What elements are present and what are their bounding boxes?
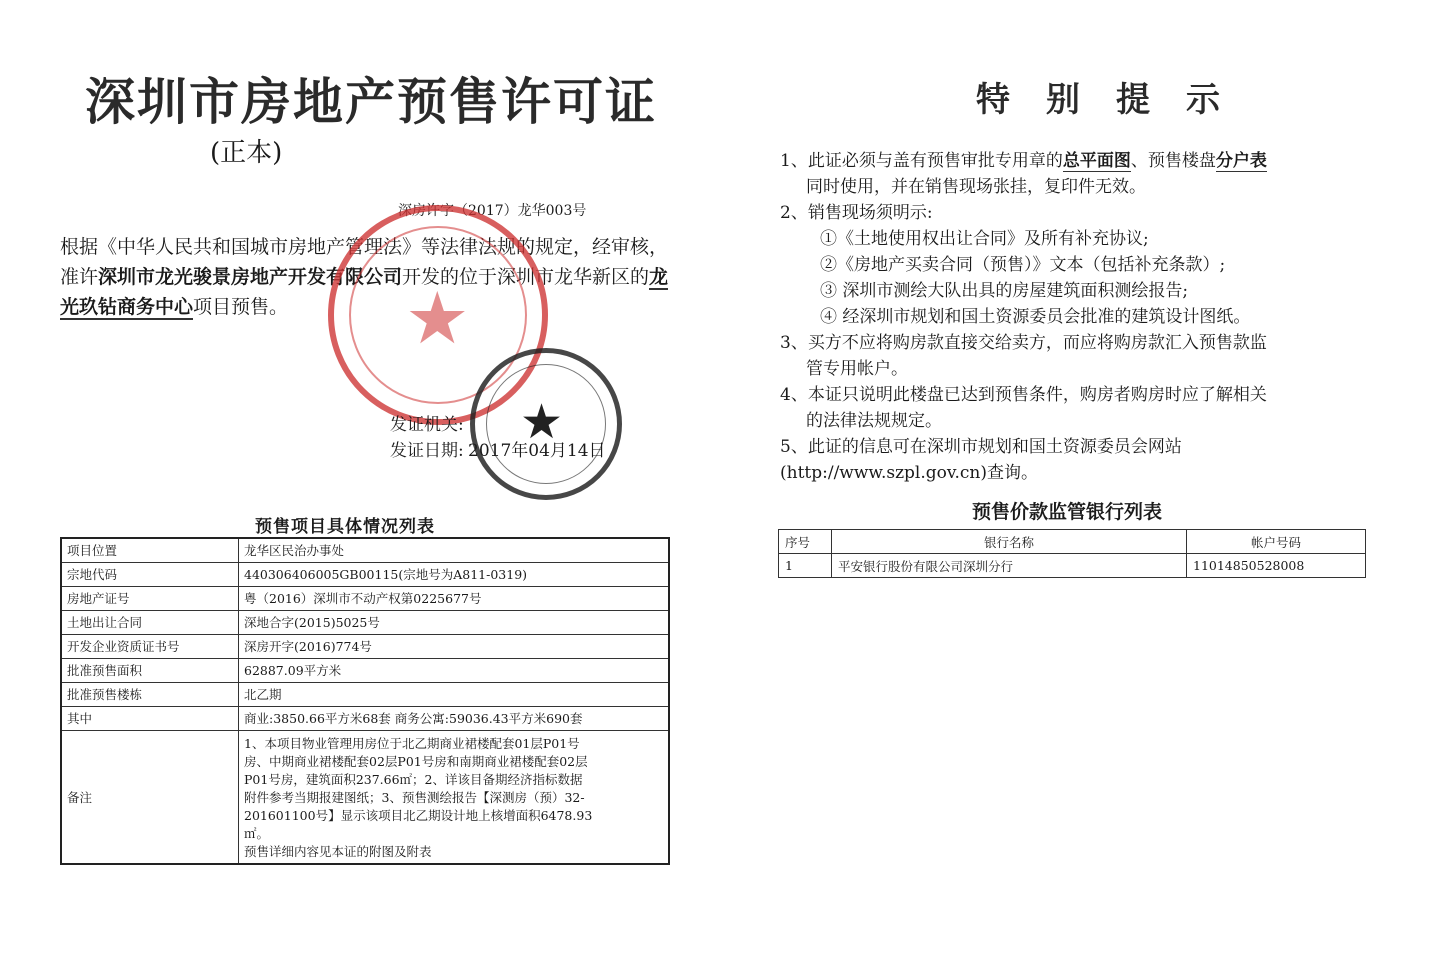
row-label: 土地出让合同 xyxy=(61,610,239,634)
notice-line: 同时使用，并在销售现场张挂，复印件无效。 xyxy=(806,177,1146,197)
remark-line: 201601100号】显示该项目北乙期设计地上核增面积6478.93 xyxy=(244,807,593,823)
notice-text: 、预售楼盘 xyxy=(1130,151,1216,171)
special-notice-title: 特别提示 xyxy=(976,80,1256,120)
notice-line: 4、本证只说明此楼盘已达到预售条件，购房者购房时应了解相关 xyxy=(780,385,1267,405)
special-notice-list xyxy=(780,148,1380,486)
project-details-table xyxy=(60,537,670,865)
notice-line: ④ 经深圳市规划和国土资源委员会批准的建筑设计图纸。 xyxy=(820,307,1251,327)
body-text-part1: 根据《中华人民共和国城市房地产管理法》等法律法规的规定，经审核，准许 xyxy=(60,236,669,288)
table-row xyxy=(61,610,669,634)
bank-cell: 平安银行股份有限公司深圳分行 xyxy=(832,554,1187,578)
row-label: 房地产证号 xyxy=(61,586,239,610)
notice-line: 管专用帐户。 xyxy=(806,359,908,379)
developer-name: 深圳市龙光骏景房地产开发有限公司 xyxy=(98,266,403,288)
remark-line: 房、中期商业裙楼配套02层P01号房和南期商业裙楼配套02层 xyxy=(244,753,588,769)
notice-line: 2、销售现场须明示: xyxy=(780,203,933,223)
row-value: 深地合字(2015)5025号 xyxy=(239,610,670,634)
notice-line: ②《房地产买卖合同（预售）》文本（包括补充条款）; xyxy=(820,255,1226,275)
notice-line: 的法律法规规定。 xyxy=(806,411,942,431)
notice-line xyxy=(780,148,1380,174)
notice-emphasis: 分户表 xyxy=(1215,151,1267,171)
bank-table-title: 预售价款监管银行列表 xyxy=(972,501,1163,523)
remark-row xyxy=(61,730,669,864)
certificate-title: 深圳市房地产预售许可证 xyxy=(85,72,657,131)
bank-table xyxy=(778,529,1366,578)
row-value: 粤（2016）深圳市不动产权第0225677号 xyxy=(239,586,670,610)
remark-text xyxy=(239,730,670,864)
table-row xyxy=(61,538,669,562)
notice-line: (http://www.szpl.gov.cn)查询。 xyxy=(780,463,1038,483)
body-text-part3: 项目预售。 xyxy=(193,296,289,318)
row-label: 批准预售楼栋 xyxy=(61,682,239,706)
notice-line: 3、买方不应将购房款直接交给卖方，而应将购房款汇入预售款监 xyxy=(780,333,1267,353)
row-label: 批准预售面积 xyxy=(61,658,239,682)
bank-header-cell: 帐户号码 xyxy=(1187,530,1366,554)
row-label: 开发企业资质证书号 xyxy=(61,634,239,658)
bank-cell: 11014850528008 xyxy=(1187,554,1366,578)
remark-label: 备注 xyxy=(61,730,239,864)
table-row xyxy=(61,634,669,658)
bank-header-cell: 序号 xyxy=(779,530,832,554)
row-label: 其中 xyxy=(61,706,239,730)
red-seal-star-icon: ★ xyxy=(405,276,470,360)
row-label: 项目位置 xyxy=(61,538,239,562)
table-row xyxy=(61,658,669,682)
remark-line: 附件参考当期报建图纸；3、预售测绘报告【深测房（预）32- xyxy=(244,789,585,805)
remark-line: 1、本项目物业管理用房位于北乙期商业裙楼配套01层P01号 xyxy=(244,735,580,751)
table-row xyxy=(61,586,669,610)
bank-row xyxy=(779,554,1366,578)
row-value: 440306406005GB00115(宗地号为A811-0319) xyxy=(239,562,670,586)
row-value: 深房开字(2016)774号 xyxy=(239,634,670,658)
black-seal-star-icon: ★ xyxy=(520,394,564,450)
table-row xyxy=(61,706,669,730)
remark-line: ㎡。 xyxy=(244,825,270,841)
permit-number: 深房许字（2017）龙华003号 xyxy=(398,203,587,219)
issue-date-value: 2017年04月14日 xyxy=(468,441,606,461)
bank-header-row xyxy=(779,530,1366,554)
project-table-title: 预售项目具体情况列表 xyxy=(255,517,435,537)
notice-line: 5、此证的信息可在深圳市规划和国土资源委员会网站 xyxy=(780,437,1182,457)
certificate-subtitle: (正本) xyxy=(210,138,283,168)
remark-line: P01号房，建筑面积237.66㎡；2、详该目备期经济指标数据 xyxy=(244,771,583,787)
row-value: 龙华区民治办事处 xyxy=(239,538,670,562)
remark-line: 预售详细内容见本证的附图及附表 xyxy=(244,843,432,859)
issue-date-label: 发证日期: xyxy=(390,441,464,461)
row-label: 宗地代码 xyxy=(61,562,239,586)
notice-emphasis: 总平面图 xyxy=(1062,151,1131,171)
notice-line: ①《土地使用权出让合同》及所有补充协议; xyxy=(820,229,1149,249)
table-row xyxy=(61,562,669,586)
project-name: 龙光玖钻商务中心 xyxy=(60,266,669,318)
table-row xyxy=(61,682,669,706)
row-value: 商业:3850.66平方米68套 商务公寓:59036.43平方米690套 xyxy=(239,706,670,730)
bank-header-cell: 银行名称 xyxy=(832,530,1187,554)
notice-text: 1、此证必须与盖有预售审批专用章的 xyxy=(780,151,1063,171)
body-text-part2: 开发的位于深圳市龙华新区的 xyxy=(402,266,650,288)
bank-cell: 1 xyxy=(779,554,832,578)
notice-line: ③ 深圳市测绘大队出具的房屋建筑面积测绘报告; xyxy=(820,281,1189,301)
issuer-label: 发证机关: xyxy=(390,415,464,435)
row-value: 62887.09平方米 xyxy=(239,658,670,682)
row-value: 北乙期 xyxy=(239,682,670,706)
